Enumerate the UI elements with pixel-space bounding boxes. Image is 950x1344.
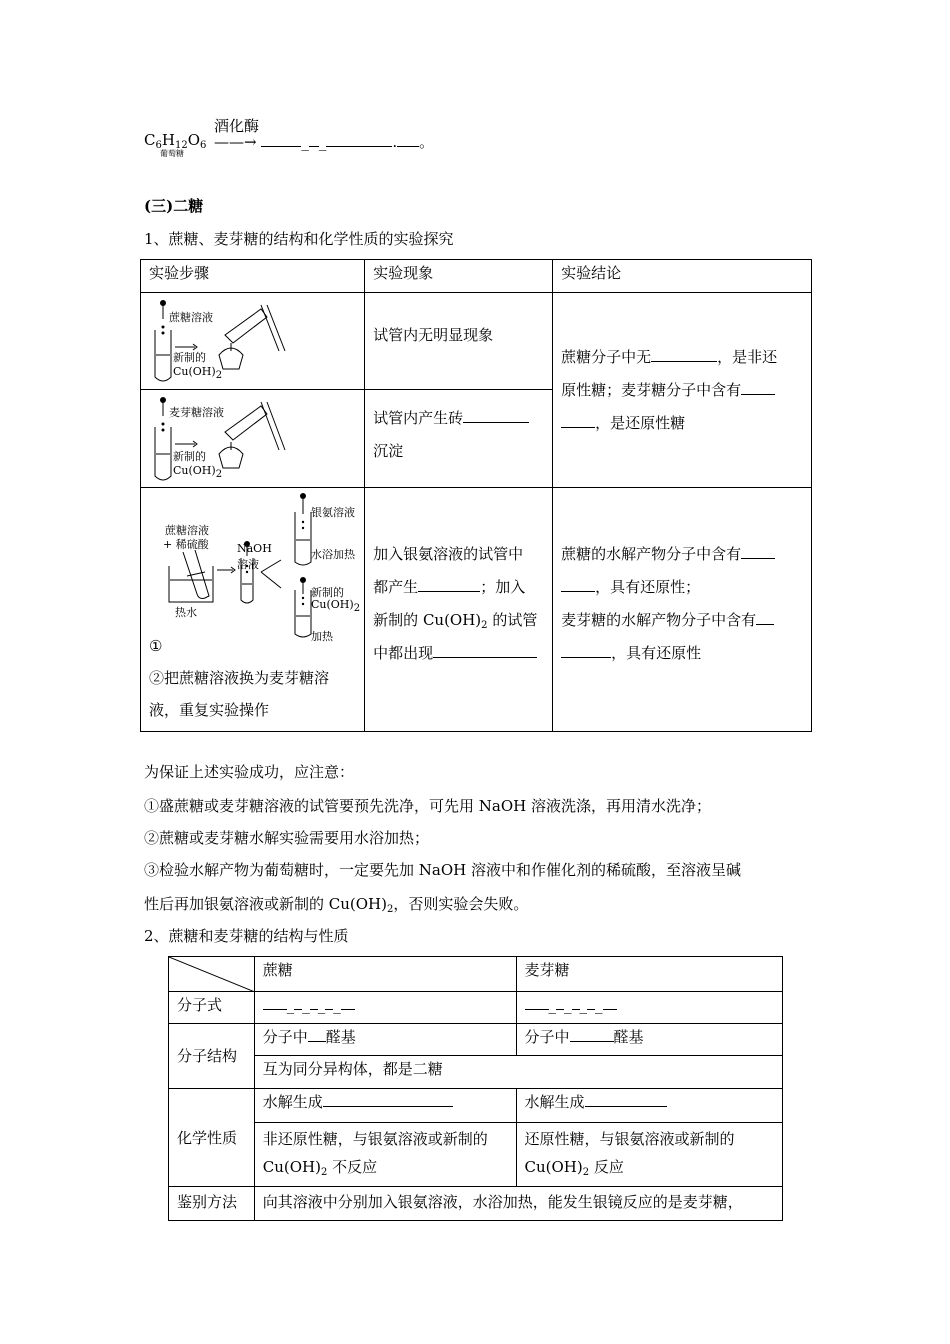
conclusion-cell: 蔗糖分子中无 ，是非还 原性糖；麦芽糖分子中含有 ，是还原性糖 <box>553 293 812 488</box>
fig-label: $Cu(OH)_2$ <box>173 464 223 480</box>
row-header: 鉴别方法 <box>169 1187 255 1221</box>
conclusion-cell: 蔗糖的水解产物分子中含有 ，具有还原性； 麦芽糖的水解产物分子中含有 ，具有还原性 <box>553 488 812 732</box>
hydrolysis-cell: 水解生成 <box>254 1089 516 1123</box>
fig-label: 新制的 <box>311 586 344 599</box>
fig-label: $Cu(OH)_2$ <box>173 365 223 381</box>
experiment-table <box>140 259 812 732</box>
note-3: ③检验水解产物为葡萄糖时，一定要先加 NaOH 溶液中和作催化剂的稀硫酸，至溶液呈碱 <box>144 861 741 879</box>
fig-label: NaOH <box>237 542 272 555</box>
phenomenon-cell: 试管内产生砖 沉淀 <box>365 390 553 488</box>
reaction-arrow: ——→ _ _ . 。 <box>214 133 435 151</box>
reaction-equation <box>144 118 464 158</box>
isomer-note: 互为同分异构体，都是二糖 <box>254 1056 782 1089</box>
fig-label: 水浴加热 <box>311 548 355 561</box>
fig-label: 新制的 <box>173 450 206 463</box>
hydrolysis-cell: 水解生成 <box>516 1089 783 1123</box>
part2-title: 2、蔗糖和麦芽糖的结构与性质 <box>144 927 349 945</box>
fig-label: 溶液 <box>237 558 259 571</box>
step-text: 液，重复实验操作 <box>149 701 270 719</box>
reaction-formula: $C_6H_{12}O_6$ <box>144 131 207 151</box>
fig-label: 热水 <box>175 606 197 619</box>
step-figure-cell <box>141 390 365 488</box>
reaction-formula-label: 葡萄糖 <box>160 149 184 158</box>
formula-blank: _ _ _ _ <box>254 992 516 1024</box>
column-header: 麦芽糖 <box>516 957 783 992</box>
identify-cell: 向其溶液中分别加入银氨溶液，水浴加热，能发生银镜反应的是麦芽糖， <box>254 1187 782 1221</box>
note-1: ①盛蔗糖或麦芽糖溶液的试管要预先洗净，可先用 NaOH 溶液洗涤，再用清水洗净； <box>144 797 711 815</box>
table-header: 实验结论 <box>553 260 812 293</box>
fig-label: 新制的 <box>173 351 206 364</box>
formula-blank: _ _ _ _ <box>516 992 783 1024</box>
table-header: 实验步骤 <box>141 260 365 293</box>
structure-cell: 分子中 醛基 <box>254 1024 516 1056</box>
note-2: ②蔗糖或麦芽糖水解实验需要用水浴加热； <box>144 829 430 847</box>
notes-intro: 为保证上述实验成功，应注意： <box>144 763 355 781</box>
fig-label: 蔗糖溶液 <box>169 311 213 324</box>
reaction-catalyst: 酒化酶 <box>214 117 260 135</box>
phenomenon-cell: 加入银氨溶液的试管中 都产生 ；加入 新制的 $Cu(OH)_2$ 的试管 中都出现 <box>365 488 553 732</box>
row-header: 分子式 <box>169 992 255 1024</box>
fig-label: 蔗糖溶液 <box>165 524 209 537</box>
column-header: 蔗糖 <box>254 957 516 992</box>
phenomenon-cell: 试管内无明显现象 <box>365 293 553 390</box>
chem-property-cell: 非还原性糖，与银氨溶液或新制的 $Cu(OH)_2$ 不反应 <box>254 1123 516 1187</box>
row-header: 分子结构 <box>169 1024 255 1089</box>
step-figure-cell <box>141 293 365 390</box>
step-text: ②把蔗糖溶液换为麦芽糖溶 <box>149 669 330 687</box>
chem-property-cell: 还原性糖，与银氨溶液或新制的 $Cu(OH)_2$ 反应 <box>516 1123 783 1187</box>
fig-label: 加热 <box>311 630 333 643</box>
row-header: 化学性质 <box>169 1089 255 1187</box>
table-header: 实验现象 <box>365 260 553 293</box>
comparison-table <box>168 956 783 1221</box>
part1-title: 1、蔗糖、麦芽糖的结构和化学性质的实验探究 <box>144 230 454 248</box>
structure-cell: 分子中 醛基 <box>516 1024 783 1056</box>
step-text: ① <box>149 637 163 655</box>
note-3-cont: 性后再加银氨溶液或新制的 $Cu(OH)_2$，否则实验会失败。 <box>144 895 529 915</box>
fig-label: 麦芽糖溶液 <box>169 406 224 419</box>
fig-label: + 稀硫酸 <box>163 538 209 551</box>
fig-label: 银氨溶液 <box>311 506 355 519</box>
fig-label: $Cu(OH)_2$ <box>311 598 361 614</box>
diagonal-header <box>169 957 255 992</box>
step-figure-cell <box>141 488 365 732</box>
section-title: (三)二糖 <box>144 197 204 215</box>
